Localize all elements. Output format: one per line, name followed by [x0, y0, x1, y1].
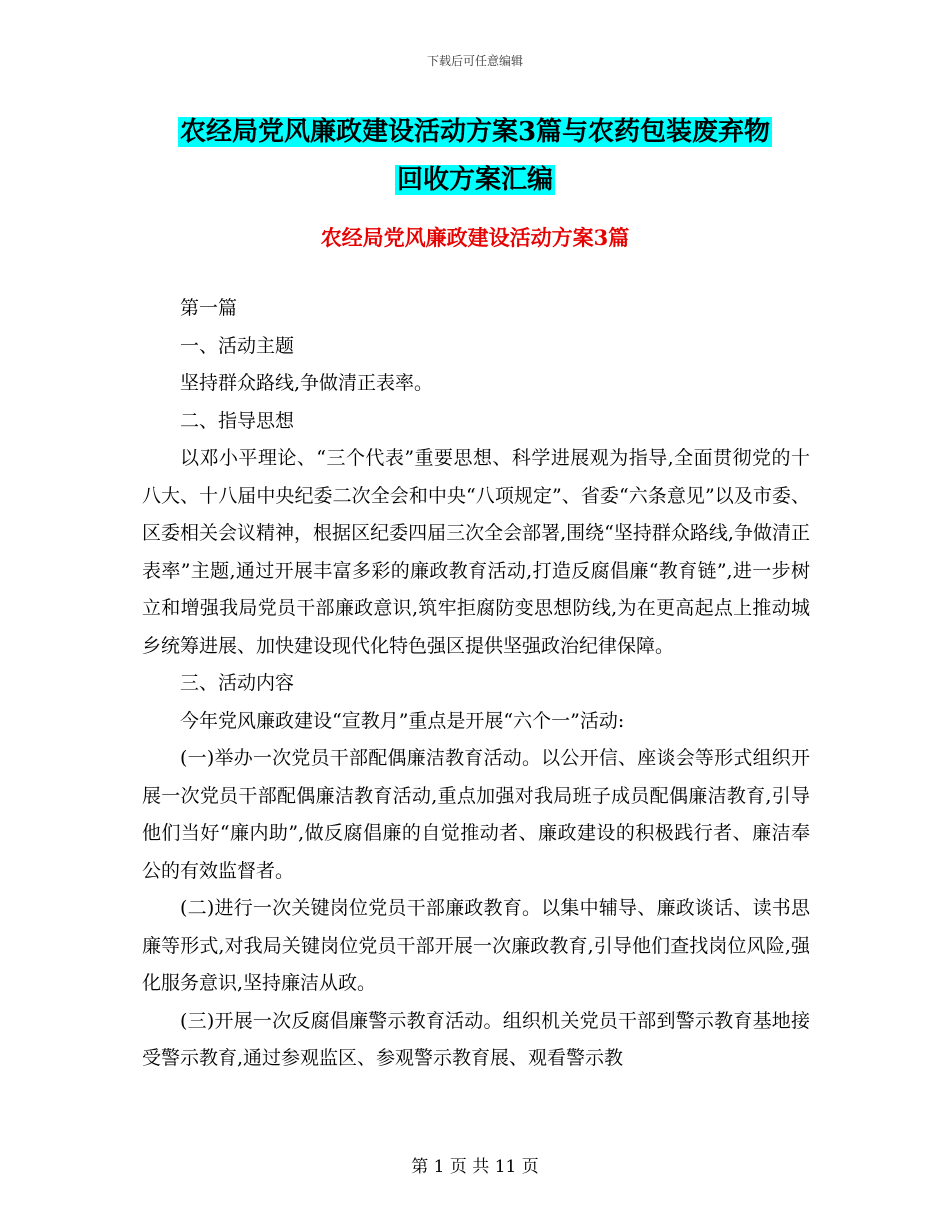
section-title: 农经局党风廉政建设活动方案3篇: [320, 225, 630, 250]
paragraph: 以邓小平理论、“三个代表”重要思想、科学进展观为指导,全面贯彻党的十八大、十八届中央纪委二次全会和中央“八项规定”、省委“六条意见”以及市委、区委相关会议精神，根据区纪委四届三次全会部署,围绕“坚持群众路线,争做清正表率”主题,通过开展丰富多彩的廉政教育活动,打造反腐倡廉“教育链”,进一步树立和增强我局党员干部廉政意识,筑牢拒腐防变思想防线,为在更高起点上推动城乡统筹进展、加快建设现代化特色强区提供坚强政治纪律保障。: [142, 447, 810, 657]
paragraph: 今年党风廉政建设“宣教月”重点是开展“六个一”活动:: [180, 709, 625, 732]
page-footer: 第 1 页 共 11 页: [411, 1157, 539, 1177]
document-title: [140, 108, 810, 204]
paragraph: (一)举办一次党员干部配偶廉洁教育活动。以公开信、座谈会等形式组织开展一次党员干部配偶廉洁教育活动,重点加强对我局班子成员配偶廉洁教育,引导他们当好“廉内助”,做反腐倡廉的自觉推动者、廉政建设的积极践行者、廉洁奉公的有效监督者。: [142, 747, 810, 882]
paragraph: 一、活动主题: [180, 334, 295, 357]
paragraph: 三、活动内容: [180, 672, 295, 694]
paragraph: (二)进行一次关键岗位党员干部廉政教育。以集中辅导、廉政谈话、读书思廉等形式,对我局关键岗位党员干部开展一次廉政教育,引导他们查找岗位风险,强化服务意识,坚持廉洁从政。: [142, 897, 810, 994]
paragraph: (三)开展一次反腐倡廉警示教育活动。组织机关党员干部到警示教育基地接受警示教育,通过参观监区、参观警示教育展、观看警示教: [142, 1009, 810, 1069]
paragraph: 二、指导思想: [180, 409, 295, 432]
header-note: 下载后可任意编辑: [426, 54, 523, 68]
paragraph: 第一篇: [180, 297, 238, 319]
paragraph: 坚持群众路线,争做清正表率。: [180, 372, 434, 394]
document-title-line1: 农经局党风廉政建设活动方案3篇与农药包装废弃物: [179, 117, 771, 147]
body-text: [142, 290, 810, 1078]
document-title-line2: 回收方案汇编: [396, 165, 553, 195]
